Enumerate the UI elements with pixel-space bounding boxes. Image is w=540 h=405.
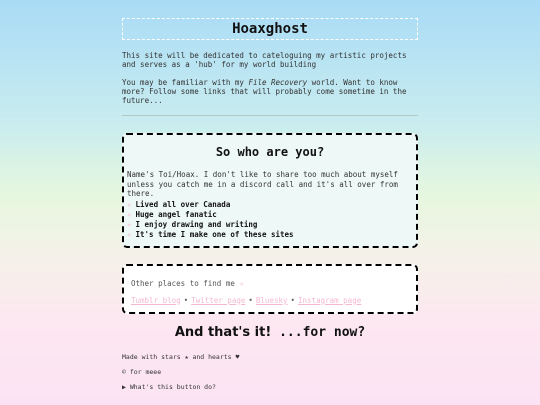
site-title: Hoaxghost [232, 21, 308, 37]
links-label [131, 279, 244, 288]
copyright-text: © for meee [122, 367, 162, 376]
twitter-link[interactable]: Twitter page [191, 295, 246, 305]
sparkle-icon: ✧ [127, 219, 132, 229]
bluesky-link[interactable]: Bluesky [255, 295, 288, 305]
section-divider [122, 115, 418, 116]
links-label-text: Other places to find me [131, 278, 235, 288]
outro-heading [122, 324, 418, 342]
file-recovery-emphasis: File Recovery [248, 78, 308, 87]
about-description: Name's Toi/Hoax. I don't like to share too much about myself unless you catch me in a discord call and it's all over from there. [127, 170, 398, 198]
outro-sub: ...for now? [279, 324, 366, 340]
list-item-text: Lived all over Canada [135, 199, 231, 209]
made-with-text: Made with stars ★ and hearts ♥ [122, 352, 240, 361]
instagram-link[interactable]: Instagram page [298, 295, 362, 305]
list-item-text: I enjoy drawing and writing [135, 219, 258, 229]
list-item-text: Huge angel fanatic [135, 209, 217, 219]
list-item [127, 210, 413, 220]
details-toggle[interactable]: ▶ What's this button do? [122, 382, 216, 391]
intro-p2-end: world. Want to know more? Follow some links that will probably come sometime in the future... [122, 78, 407, 105]
list-item [127, 200, 413, 210]
about-card [122, 133, 418, 248]
list-item-text: It's time I make one of these sites [135, 229, 294, 239]
intro-p2-start: You may be familiar with my [122, 78, 249, 87]
intro-section [122, 51, 418, 105]
about-heading: So who are you? [215, 145, 325, 159]
site-title-box [122, 18, 418, 40]
tumblr-link[interactable]: Tumblr blog [131, 295, 181, 305]
links-row [131, 296, 361, 305]
sparkle-icon: ✧ [127, 209, 132, 219]
intro-paragraph-2 [122, 78, 418, 105]
sparkle-icon: ✧ [127, 229, 132, 239]
about-list [127, 200, 413, 240]
sparkle-icon: ✧ [239, 278, 244, 288]
sparkle-icon: ✧ [127, 199, 132, 209]
link-separator: • [290, 295, 296, 305]
intro-paragraph-1: This site will be dedicated to cateloguing my artistic projects and serves as a 'hub' for my world building [122, 51, 407, 69]
list-item [127, 230, 413, 240]
list-item [127, 220, 413, 230]
links-card [122, 264, 418, 314]
link-separator: • [183, 295, 189, 305]
page-container [122, 0, 418, 391]
link-separator: • [248, 295, 253, 305]
outro-main: And that's it! [174, 324, 272, 340]
